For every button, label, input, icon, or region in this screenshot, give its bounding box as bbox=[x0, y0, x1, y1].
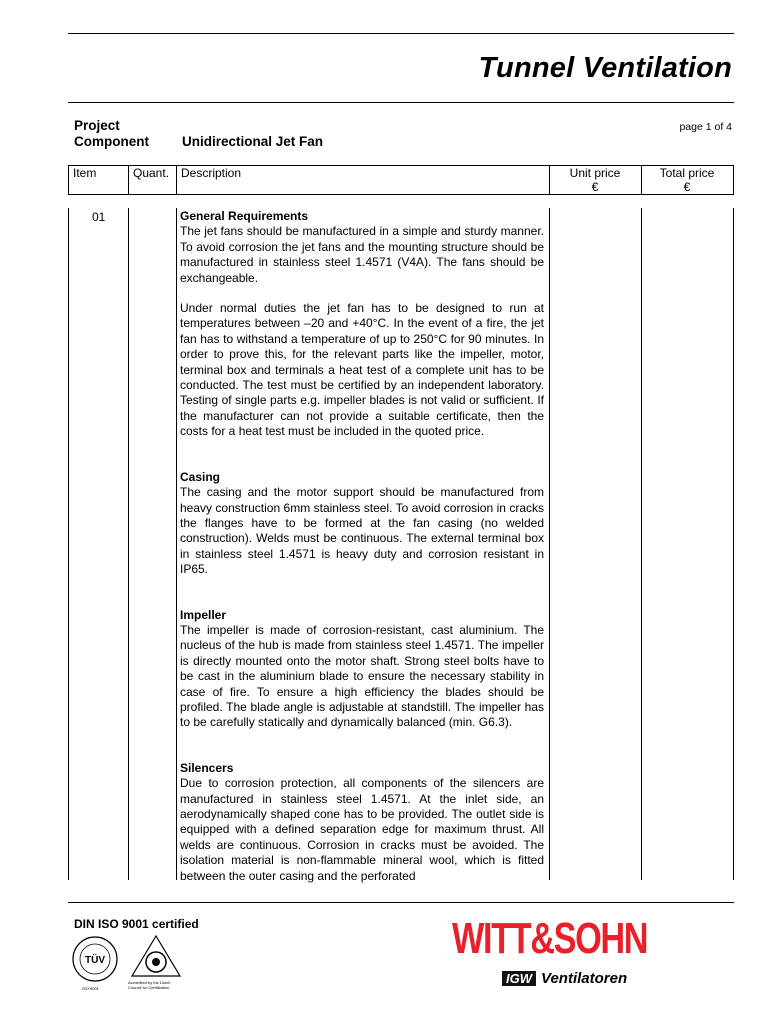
section-paragraph: The impeller is made of corrosion-resistant, cast aluminium. The nucleus of the hub is made from stainless steel 1.4571. The impeller is directly mounted onto the motor shaft. Strong steel bolts have to be cast in the aluminium blade to ensure the necessary stability in case of fire. To ensure a high efficiency the blades should be profiled. The blade angle is adjustable at standstill. The impeller has to be carefully statically and dynamically balanced (min. G6.3). bbox=[180, 622, 544, 730]
item-description bbox=[180, 209, 544, 884]
section-heading: Impeller bbox=[180, 607, 227, 622]
section-heading: Casing bbox=[180, 469, 221, 484]
document-title: Tunnel Ventilation bbox=[478, 52, 732, 84]
accreditation-caption-line: Council for Certification bbox=[128, 985, 170, 990]
top-rule bbox=[68, 33, 734, 34]
title-rule bbox=[68, 102, 734, 103]
body-column-line bbox=[68, 208, 69, 880]
section-casing bbox=[180, 470, 544, 578]
header-unit-price bbox=[549, 166, 641, 194]
section-heading: Silencers bbox=[180, 760, 234, 775]
header-divider bbox=[176, 165, 177, 195]
certification-label: DIN ISO 9001 certified bbox=[74, 917, 199, 931]
section-heading: General Requirements bbox=[180, 209, 309, 223]
accreditation-seal bbox=[130, 934, 182, 978]
section-silencers bbox=[180, 761, 544, 884]
witt-sohn-logo: WITT&SOHN bbox=[452, 914, 648, 963]
tuv-certificate-seal bbox=[70, 934, 120, 984]
section-general bbox=[180, 209, 544, 440]
accreditation-caption bbox=[128, 980, 170, 990]
header-item: Item bbox=[73, 166, 97, 180]
igw-logo-box: IGW bbox=[502, 971, 536, 986]
page-number: page 1 of 4 bbox=[679, 121, 732, 133]
header-bottom-border bbox=[68, 194, 734, 195]
total-price-label: Total price bbox=[659, 166, 715, 180]
tuv-text: TÜV bbox=[85, 955, 105, 966]
body-column-line bbox=[176, 208, 177, 880]
ventilatoren-logo bbox=[502, 970, 627, 987]
iso-caption: ISO 9001 bbox=[82, 986, 99, 991]
header-divider bbox=[733, 165, 734, 195]
header-divider bbox=[68, 165, 69, 195]
header-divider bbox=[128, 165, 129, 195]
section-paragraph: Due to corrosion protection, all components of the silencers are manufactured in stainless steel 1.4571. At the inlet side, an aerodynamically shaped cone has to be provided. The outlet side is equipped with a defined separation edge for maximum thrust. All welds are continuous. Corrosion in cracks must be avoided. The isolation material is non-flammable mineral wool, which is fitted between the outer casing and the perforated bbox=[180, 776, 544, 883]
unit-price-currency: € bbox=[591, 180, 599, 194]
project-label: Project bbox=[74, 118, 120, 133]
header-quant: Quant. bbox=[133, 166, 170, 180]
accreditation-caption-line: Accredited by the Dutch bbox=[128, 980, 171, 985]
section-paragraph: Under normal duties the jet fan has to be designed to run at temperatures between –20 and +40°C. In the event of a fire, the jet fan has to withstand a temperature of up to 250°C for 90 minutes. In order to prove this, for the relevant parts like the impeller, motor, terminal box and terminals a heat test of a complete unit has to be conducted. The test must be certified by an independent laboratory. Testing of single parts e.g. impeller blades is not valid or sufficient. If the manufacturer can not provide a suitable certificate, then the costs for a heat test must be included in the quoted price. bbox=[180, 301, 544, 439]
item-number: 01 bbox=[92, 210, 106, 224]
total-price-currency: € bbox=[683, 180, 691, 194]
header-total-price bbox=[641, 166, 733, 194]
footer-rule bbox=[68, 902, 734, 903]
component-value: Unidirectional Jet Fan bbox=[182, 134, 324, 149]
body-column-line bbox=[641, 208, 642, 880]
body-column-line bbox=[549, 208, 550, 880]
section-paragraph: The jet fans should be manufactured in a simple and sturdy manner. To avoid corrosion the jet fans and the mounting structure should be manufactured in stainless steel 1.4571 (V4A). The fans should be exchangeable. bbox=[180, 224, 544, 285]
section-paragraph: The casing and the motor support should be manufactured from heavy construction 6mm stainless steel. To avoid corrosion in cracks the flanges have to be formed at the fan casing (no welded construction). Welds must be continuous. The external terminal box in stainless steel 1.4571 is heavy duty and corrosion resistant in IP65. bbox=[180, 485, 544, 577]
section-impeller bbox=[180, 608, 544, 731]
ventilatoren-text: Ventilatoren bbox=[541, 970, 628, 987]
body-column-line bbox=[733, 208, 734, 880]
component-label: Component bbox=[74, 134, 149, 149]
header-description: Description bbox=[181, 166, 242, 180]
unit-price-label: Unit price bbox=[569, 166, 621, 180]
body-column-line bbox=[128, 208, 129, 880]
